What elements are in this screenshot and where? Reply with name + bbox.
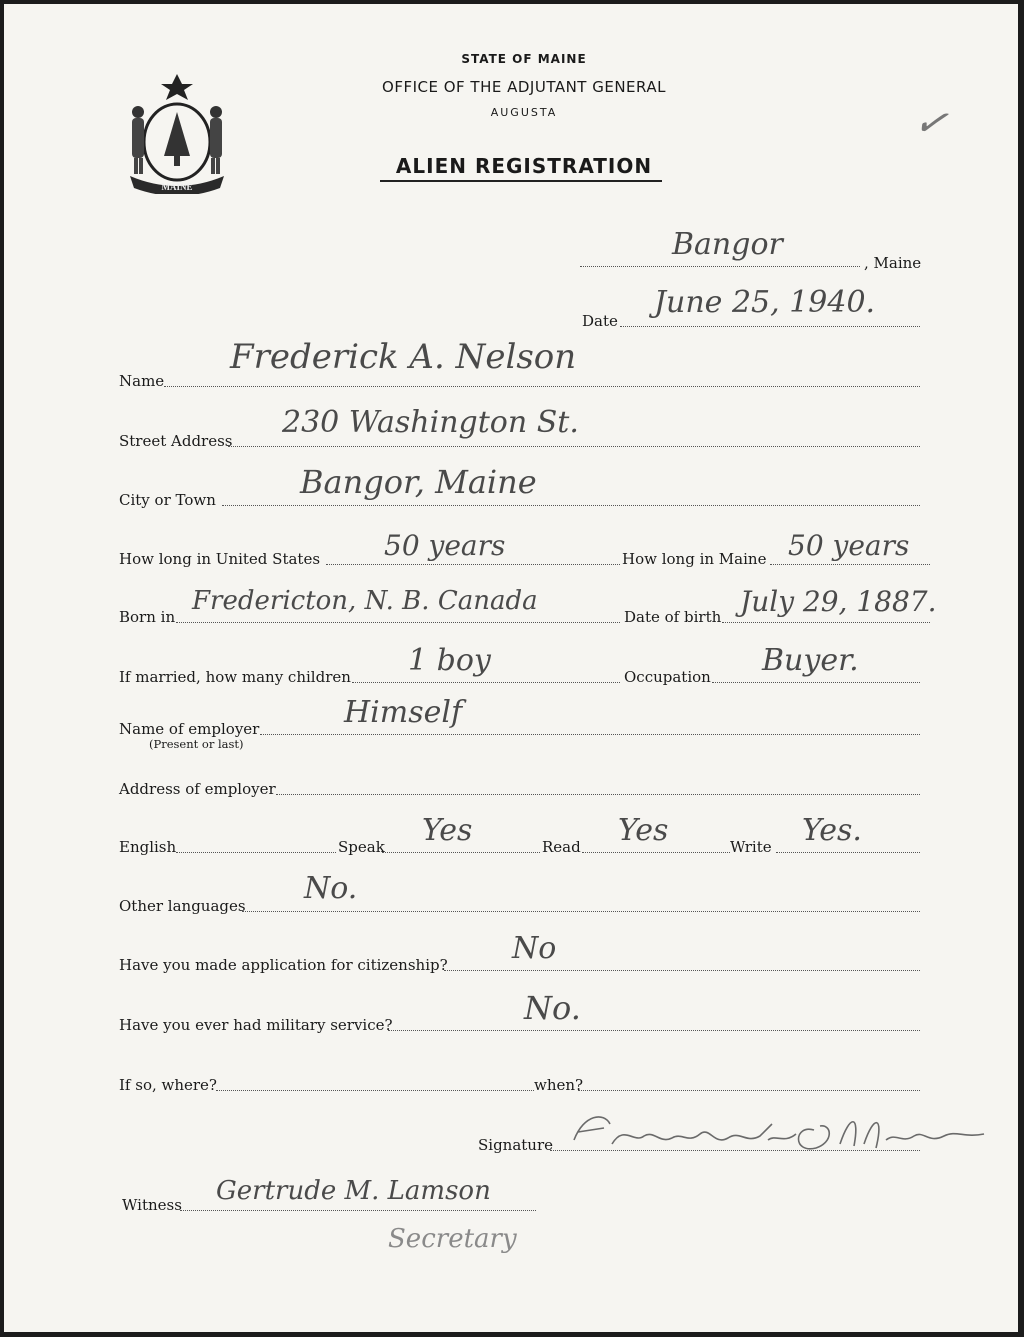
- occupation-line: [712, 682, 920, 683]
- city-value: Bangor, Maine: [300, 463, 537, 501]
- speak-label: Speak: [338, 838, 385, 856]
- us-time-value: 50 years: [384, 529, 506, 562]
- other-languages-label: Other languages: [119, 897, 246, 915]
- signature-scrawl: [564, 1104, 1004, 1164]
- check-mark-icon: ✓: [910, 97, 952, 149]
- title-underline: [380, 180, 662, 182]
- employer-sublabel: (Present or last): [149, 737, 244, 751]
- form-title: ALIEN REGISTRATION: [395, 154, 653, 178]
- other-languages-value: No.: [304, 871, 358, 906]
- street-line: [228, 446, 920, 447]
- us-time-label: How long in United States: [119, 550, 321, 568]
- write-label: Write: [730, 838, 772, 856]
- citizenship-value: No: [512, 931, 557, 966]
- other-languages-line: [242, 911, 920, 912]
- street-value: 230 Washington St.: [282, 405, 579, 440]
- write-line: [776, 852, 920, 853]
- place-value: Bangor: [672, 227, 783, 262]
- street-label: Street Address: [119, 432, 233, 450]
- english-label: English: [119, 838, 177, 856]
- maine-time-line: [770, 564, 930, 565]
- name-value: Frederick A. Nelson: [230, 337, 577, 377]
- occupation-value: Buyer.: [762, 643, 859, 678]
- children-label: If married, how many children: [119, 668, 351, 686]
- state-seal-icon: [122, 70, 232, 194]
- registration-form: [4, 4, 1018, 1332]
- speak-line: [382, 852, 540, 853]
- name-line: [164, 386, 920, 387]
- born-line: [176, 622, 620, 623]
- citizenship-line: [444, 970, 920, 971]
- read-value: Yes: [618, 813, 669, 848]
- employer-address-label: Address of employer: [119, 780, 276, 798]
- city-label: City or Town: [119, 491, 216, 509]
- dob-line: [722, 622, 930, 623]
- citizenship-label: Have you made application for citizenship?: [119, 956, 448, 974]
- city-heading: AUGUSTA: [490, 106, 558, 119]
- write-value: Yes.: [802, 813, 862, 848]
- read-line: [582, 852, 730, 853]
- children-line: [352, 682, 620, 683]
- where-label: If so, where?: [119, 1076, 217, 1094]
- employer-line: [260, 734, 920, 735]
- where-line: [216, 1090, 534, 1091]
- state-heading: STATE OF MAINE: [461, 52, 587, 66]
- signature-label: Signature: [478, 1136, 554, 1154]
- seal-scroll-text: MAINE: [161, 182, 193, 192]
- english-line: [176, 852, 336, 853]
- maine-time-value: 50 years: [788, 529, 910, 562]
- date-line: [620, 326, 920, 327]
- dob-value: July 29, 1887.: [740, 585, 937, 618]
- employer-address-line: [276, 794, 920, 795]
- when-label: when?: [534, 1076, 584, 1094]
- employer-value: Himself: [344, 695, 463, 730]
- born-label: Born in: [119, 608, 176, 626]
- read-label: Read: [542, 838, 581, 856]
- occupation-label: Occupation: [624, 668, 711, 686]
- born-value: Fredericton, N. B. Canada: [192, 586, 538, 616]
- children-value: 1 boy: [408, 643, 491, 678]
- military-value: No.: [524, 989, 581, 1027]
- dob-label: Date of birth: [624, 608, 722, 626]
- witness-title: Secretary: [388, 1224, 517, 1254]
- maine-time-label: How long in Maine: [622, 550, 767, 568]
- office-heading: OFFICE OF THE ADJUTANT GENERAL: [382, 78, 666, 96]
- us-time-line: [326, 564, 620, 565]
- witness-value: Gertrude M. Lamson: [216, 1176, 491, 1206]
- military-label: Have you ever had military service?: [119, 1016, 393, 1034]
- date-label: Date: [582, 312, 618, 330]
- witness-line: [180, 1210, 536, 1211]
- place-line: [580, 266, 860, 267]
- name-label: Name: [119, 372, 165, 390]
- date-value: June 25, 1940.: [654, 285, 876, 320]
- speak-value: Yes: [422, 813, 473, 848]
- city-line: [222, 505, 920, 506]
- employer-label: Name of employer: [119, 720, 260, 738]
- witness-label: Witness: [122, 1196, 182, 1214]
- when-line: [578, 1090, 920, 1091]
- military-line: [388, 1030, 920, 1031]
- place-suffix: , Maine: [864, 254, 922, 272]
